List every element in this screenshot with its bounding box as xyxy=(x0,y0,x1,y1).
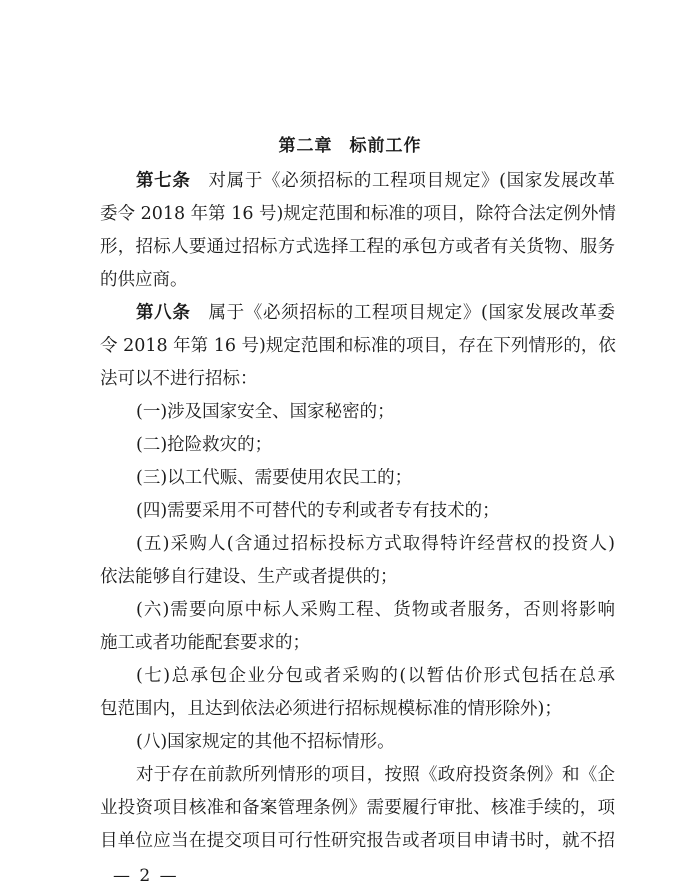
article-8-line-2: 令 2018 年第 16 号)规定范围和标准的项目，存在下列情形的，依 xyxy=(100,336,616,356)
chapter-heading: 第二章 标前工作 xyxy=(278,136,422,156)
article-8-label: 第八条 xyxy=(136,303,191,323)
article-7-line-1: 第七条 对属于《必须招标的工程项目规定》(国家发展改革 xyxy=(136,171,616,191)
list-item-6-line-1: (六)需要向原中标人采购工程、货物或者服务，否则将影响 xyxy=(136,600,615,620)
list-item-1: (一)涉及国家安全、国家秘密的； xyxy=(136,402,395,422)
list-item-7-line-1: (七)总承包企业分包或者采购的(以暂估价形式包括在总承 xyxy=(136,666,615,686)
page-number: — 2 — xyxy=(113,866,179,886)
list-item-3: (三)以工代赈、需要使用农民工的； xyxy=(136,468,413,488)
closing-line-2: 业投资项目核准和备案管理条例》需要履行审批、核准手续的，项 xyxy=(100,798,615,818)
list-item-6-line-2: 施工或者功能配套要求的； xyxy=(100,633,310,653)
article-7-line-2: 委令 2018 年第 16 号)规定范围和标准的项目，除符合法定例外情 xyxy=(100,204,616,224)
list-item-8: (八)国家规定的其他不招标情形。 xyxy=(136,732,395,752)
article-8-line-1: 第八条 属于《必须招标的工程项目规定》(国家发展改革委 xyxy=(136,303,616,323)
article-7-line-3: 形，招标人要通过招标方式选择工程的承包方或者有关货物、服务 xyxy=(100,237,615,257)
list-item-2: (二)抢险救灾的； xyxy=(136,435,273,455)
closing-line-1: 对于存在前款所列情形的项目，按照《政府投资条例》和《企 xyxy=(136,765,615,785)
list-item-4: (四)需要采用不可替代的专利或者专有技术的； xyxy=(136,501,500,521)
list-item-7-line-2: 包范围内，且达到依法必须进行招标规模标准的情形除外)； xyxy=(100,699,562,719)
list-item-5-line-2: 依法能够自行建设、生产或者提供的； xyxy=(100,567,398,587)
list-item-5-line-1: (五)采购人(含通过招标投标方式取得特许经营权的投资人) xyxy=(136,534,615,554)
closing-line-3: 目单位应当在提交项目可行性研究报告或者项目申请书时，就不招 xyxy=(100,831,615,851)
article-7-label: 第七条 xyxy=(136,171,191,191)
article-8-line-3: 法可以不进行招标： xyxy=(100,369,258,389)
article-7-line-4: 的供应商。 xyxy=(100,270,188,290)
